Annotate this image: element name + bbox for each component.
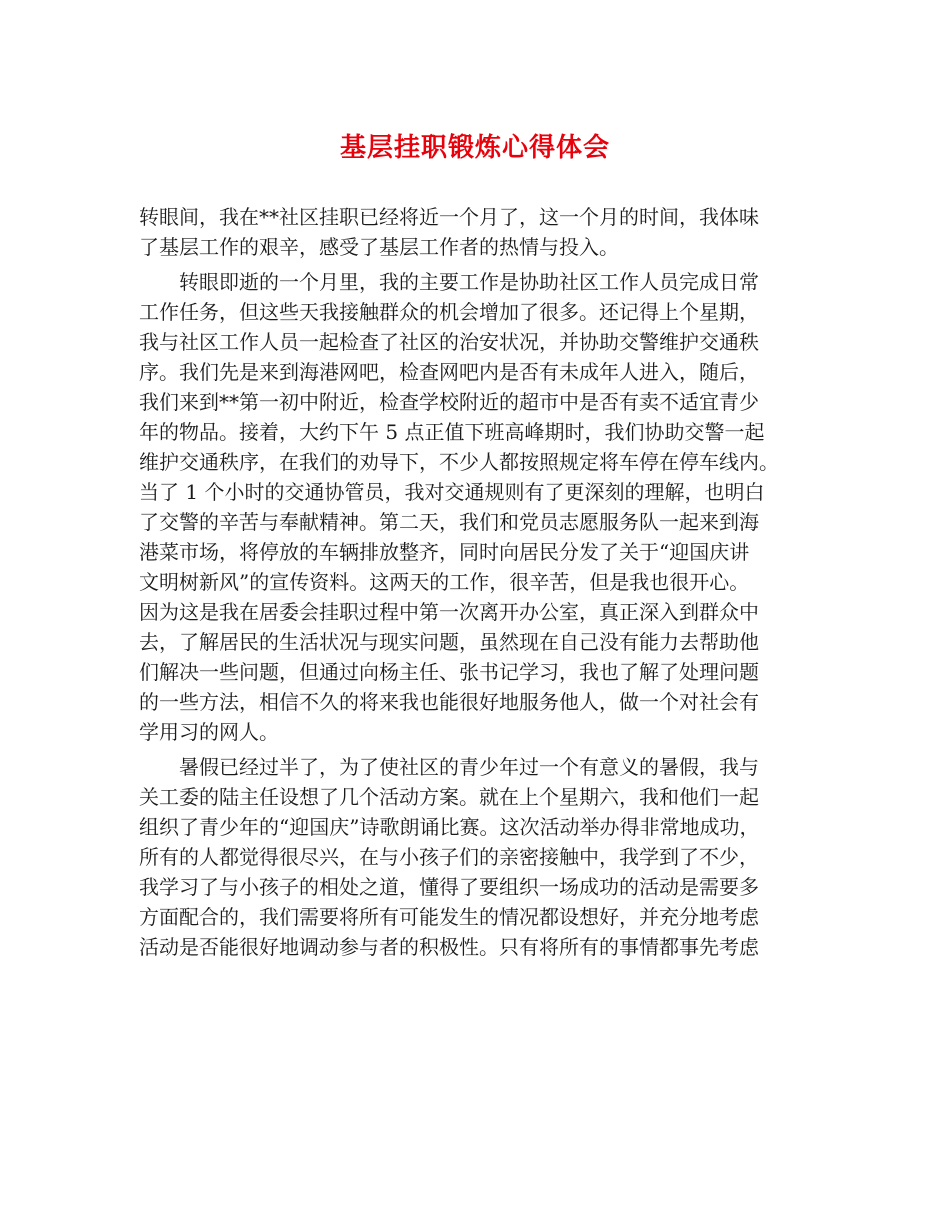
text-line: 了基层工作的艰辛，感受了基层工作者的热情与投入。 [139, 235, 619, 259]
text-line: 我们来到**第一初中附近，检查学校附近的超市中是否有卖不适宜青少 [139, 390, 759, 414]
text-line: 序。我们先是来到海港网吧，检查网吧内是否有未成年人进入，随后， [139, 360, 759, 384]
text-line: 学用习的网人。 [139, 720, 279, 744]
text-line: 我学习了与小孩子的相处之道，懂得了要组织一场成功的活动是需要多 [139, 875, 759, 899]
text-line: 所有的人都觉得很尽兴，在与小孩子们的亲密接触中，我学到了不少， [139, 845, 759, 869]
text-line: 去，了解居民的生活状况与现实问题，虽然现在自己没有能力去帮助他 [139, 630, 759, 654]
text-line: 转眼间，我在**社区挂职已经将近一个月了，这一个月的时间，我体味 [139, 205, 759, 229]
text-line: 暑假已经过半了，为了使社区的青少年过一个有意义的暑假，我与 [139, 755, 759, 779]
text-line: 的一些方法，相信不久的将来我也能很好地服务他人，做一个对社会有 [139, 690, 759, 714]
document-body [139, 202, 831, 962]
text-line: 方面配合的，我们需要将所有可能发生的情况都设想好，并充分地考虑 [139, 905, 759, 929]
text-line: 组织了青少年的“迎国庆”诗歌朗诵比赛。这次活动举办得非常地成功， [139, 815, 760, 839]
text-line: 了交警的辛苦与奉献精神。第二天，我们和党员志愿服务队一起来到海 [139, 510, 759, 534]
text-line: 我与社区工作人员一起检查了社区的治安状况，并协助交警维护交通秩 [139, 330, 759, 354]
text-line: 维护交通秩序，在我们的劝导下，不少人都按照规定将车停在停车线内。 [139, 450, 779, 474]
text-line: 们解决一些问题，但通过向杨主任、张书记学习，我也了解了处理问题 [139, 660, 759, 684]
text-line: 文明树新风”的宣传资料。这两天的工作，很辛苦，但是我也很开心。 [139, 570, 750, 594]
text-line: 年的物品。接着，大约下午 5 点正值下班高峰期时，我们协助交警一起 [139, 420, 765, 444]
text-line: 关工委的陆主任设想了几个活动方案。就在上个星期六，我和他们一起 [139, 785, 759, 809]
text-line: 当了 1 个小时的交通协管员，我对交通规则有了更深刻的理解，也明白 [139, 480, 765, 504]
text-line: 因为这是我在居委会挂职过程中第一次离开办公室，真正深入到群众中 [139, 600, 759, 624]
text-line: 港菜市场，将停放的车辆排放整齐，同时向居民分发了关于“迎国庆讲 [139, 540, 750, 564]
text-line: 活动是否能很好地调动参与者的积极性。只有将所有的事情都事先考虑 [139, 935, 759, 959]
text-line: 工作任务，但这些天我接触群众的机会增加了很多。还记得上个星期， [139, 300, 759, 324]
document-title: 基层挂职锻炼心得体会 [339, 133, 610, 163]
text-line: 转眼即逝的一个月里，我的主要工作是协助社区工作人员完成日常 [139, 270, 759, 294]
